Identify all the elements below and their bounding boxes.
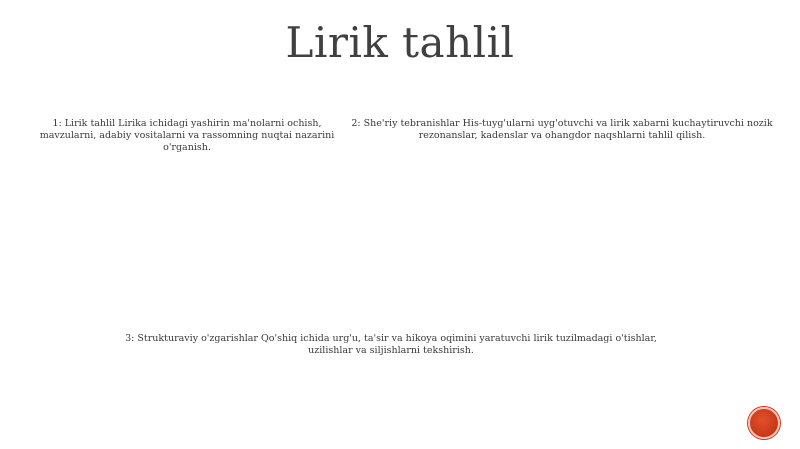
- slide-title: Lirik tahlil: [285, 18, 515, 67]
- point-2: 2: She'riy tebranishlar His-tuyg'ularni uyg'otuvchi va lirik xabarni kuchaytiruvchi nozik rezonanslar, kadenslar va ohangdor naqshlarni tahlil qilish.: [351, 118, 773, 141]
- point-1: 1: Lirik tahlil Lirika ichidagi yashirin ma'nolarni ochish, mavzularni, adabiy vositalarni va rassomning nuqtai nazarini o'rganish.: [39, 118, 335, 153]
- point-3: 3: Strukturaviy o'zgarishlar Qo'shiq ichida urg'u, ta'sir va hikoya oqimini yaratuvchi lirik tuzilmadagi o'tishlar, uzilishlar va siljishlarni tekshirish.: [125, 333, 657, 356]
- slide-nav-button[interactable]: [748, 407, 780, 439]
